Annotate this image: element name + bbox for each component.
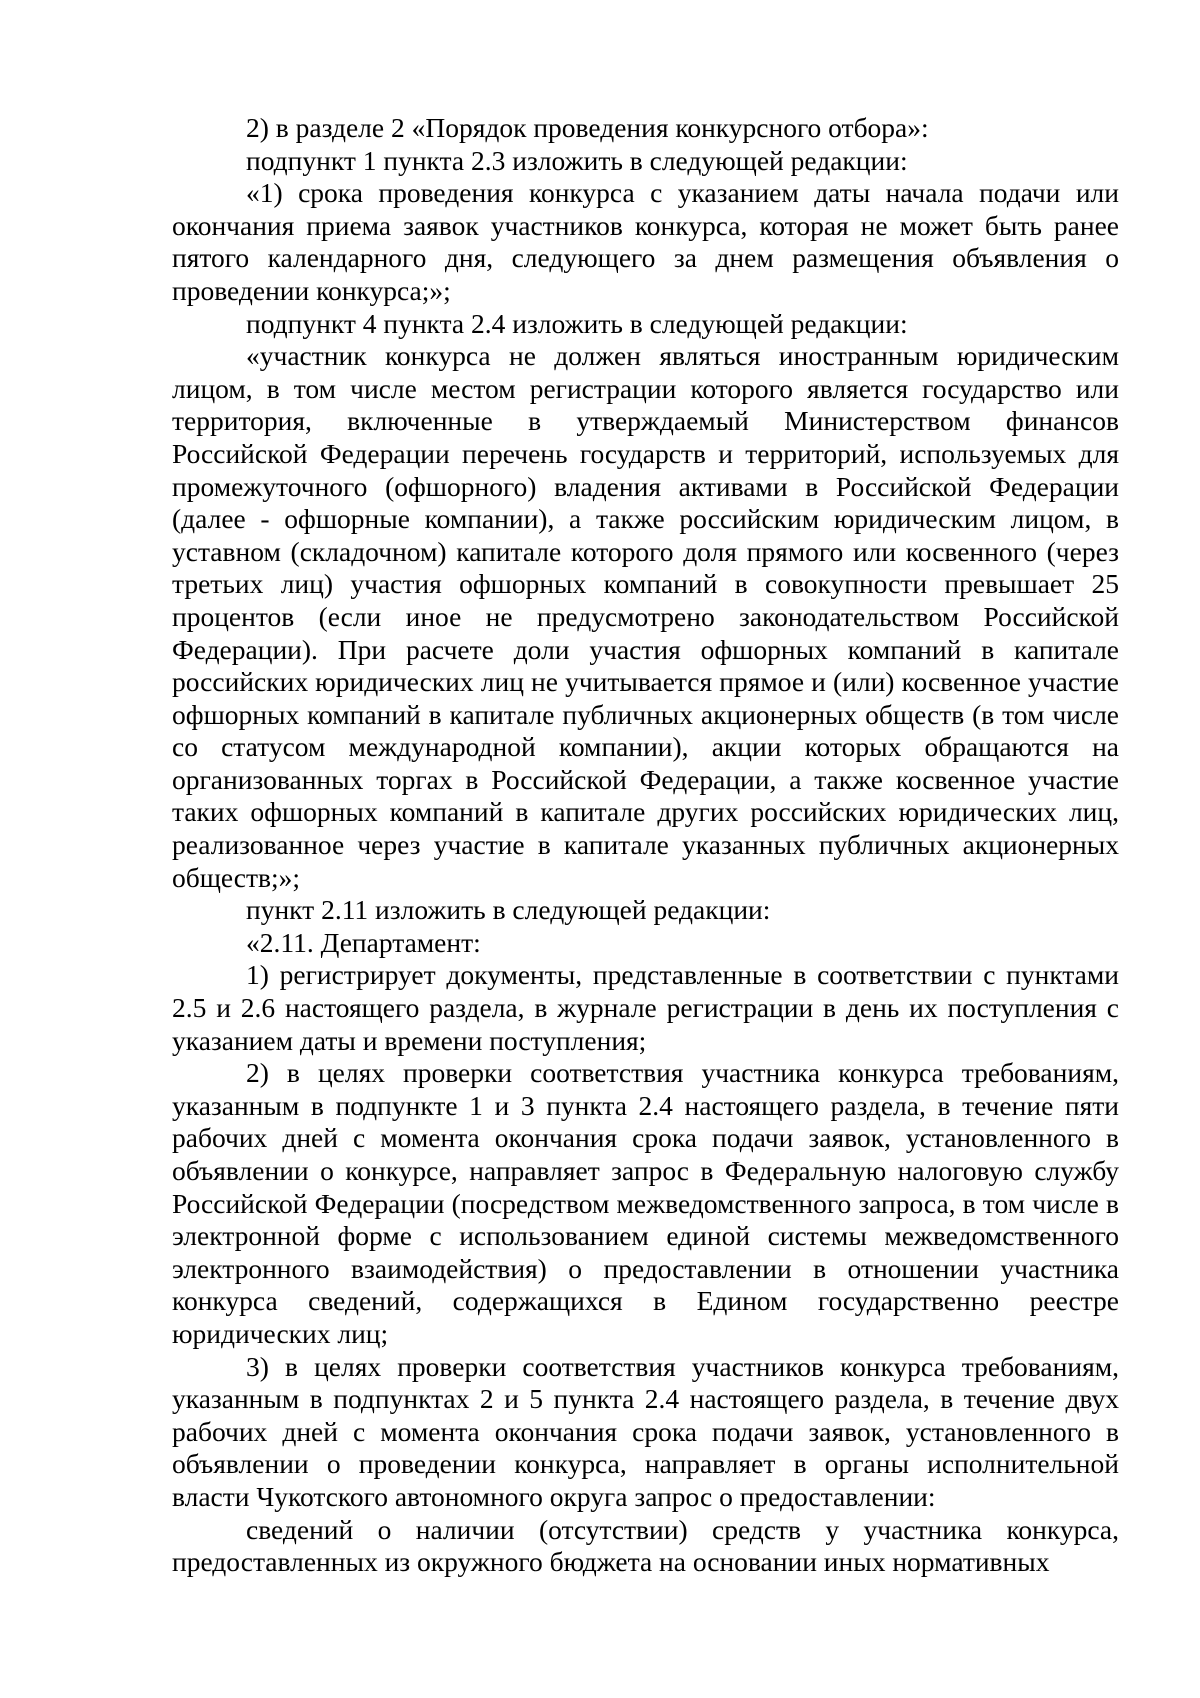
paragraph-amend-2-4: подпункт 4 пункта 2.4 изложить в следующей редакции: [246,307,908,339]
paragraph-2-4-text: «участник конкурса не должен являться иностранным юридическим лицом, в том числе местом регистрации которого является государство или территория, включенные в утверждаемый Министерством финансов Российской Федерации перечень государств и территорий, используемых для промежуточного (офшорного) владения активами в Российской Федерации (далее - офшорные компании), а также российским юридическим лицом, в уставном (складочном) капитале которого доля прямого или косвенного (через третьих лиц) участия офшорных компаний в совокупности превышает 25 процентов (если иное не предусмотрено законодательством Российской Федерации). При расчете доли участия офшорных компаний в капитале российских юридических лиц не учитывается прямое и (или) косвенное участие офшорных компаний в капитале публичных акционерных обществ (в том числе со статусом международной компании), акции которых обращаются на организованных торгах в Российской Федерации, а также косвенное участие таких офшорных компаний в капитале других российских юридических лиц, реализованное через участие в капитале указанных публичных акционерных обществ;»; [172,340,1119,893]
paragraph-2-11-item-3: 3) в целях проверки соответствия участников конкурса требованиям, указанным в подпунктах 2 и 5 пункта 2.4 настоящего раздела, в течение двух рабочих дней с момента окончания срока подачи заявок, установленного в объявлении о проведении конкурса, направляет в органы исполнительной власти Чукотского автономного округа запрос о предоставлении: [172,1350,1119,1512]
paragraph-2-11-heading: «2.11. Департамент: [246,926,481,958]
paragraph-2-11-item-1: 1) регистрирует документы, представленные в соответствии с пунктами 2.5 и 2.6 настоящего раздела, в журнале регистрации в день их поступления с указанием даты и времени поступления; [172,959,1119,1056]
document-body [172,112,1119,1579]
paragraph-amend-2-3: подпункт 1 пункта 2.3 изложить в следующей редакции: [246,144,908,176]
paragraph-amend-2-11: пункт 2.11 изложить в следующей редакции: [246,894,771,926]
paragraph-2-11-item-2: 2) в целях проверки соответствия участника конкурса требованиям, указанным в подпункте 1 и 3 пункта 2.4 настоящего раздела, в течение пяти рабочих дней с момента окончания срока подачи заявок, установленного в объявлении о конкурсе, направляет запрос в Федеральную налоговую службу Российской Федерации (посредством межведомственного запроса, в том числе в электронной форме с использованием единой системы межведомственного электронного взаимодействия) о предоставлении в отношении участника конкурса сведений, содержащихся в Едином государственно реестре юридических лиц; [172,1057,1119,1349]
paragraph-2-3-text: «1) срока проведения конкурса с указанием даты начала подачи или окончания приема заявок участников конкурса, которая не может быть ранее пятого календарного дня, следующего за днем размещения объявления о проведении конкурса;»; [172,177,1119,306]
paragraph-section-2-heading: 2) в разделе 2 «Порядок проведения конкурсного отбора»: [246,112,929,143]
paragraph-2-11-item-3-sub: сведений о наличии (отсутствии) средств у участника конкурса, предоставленных из окружного бюджета на основании иных нормативных [172,1513,1119,1578]
